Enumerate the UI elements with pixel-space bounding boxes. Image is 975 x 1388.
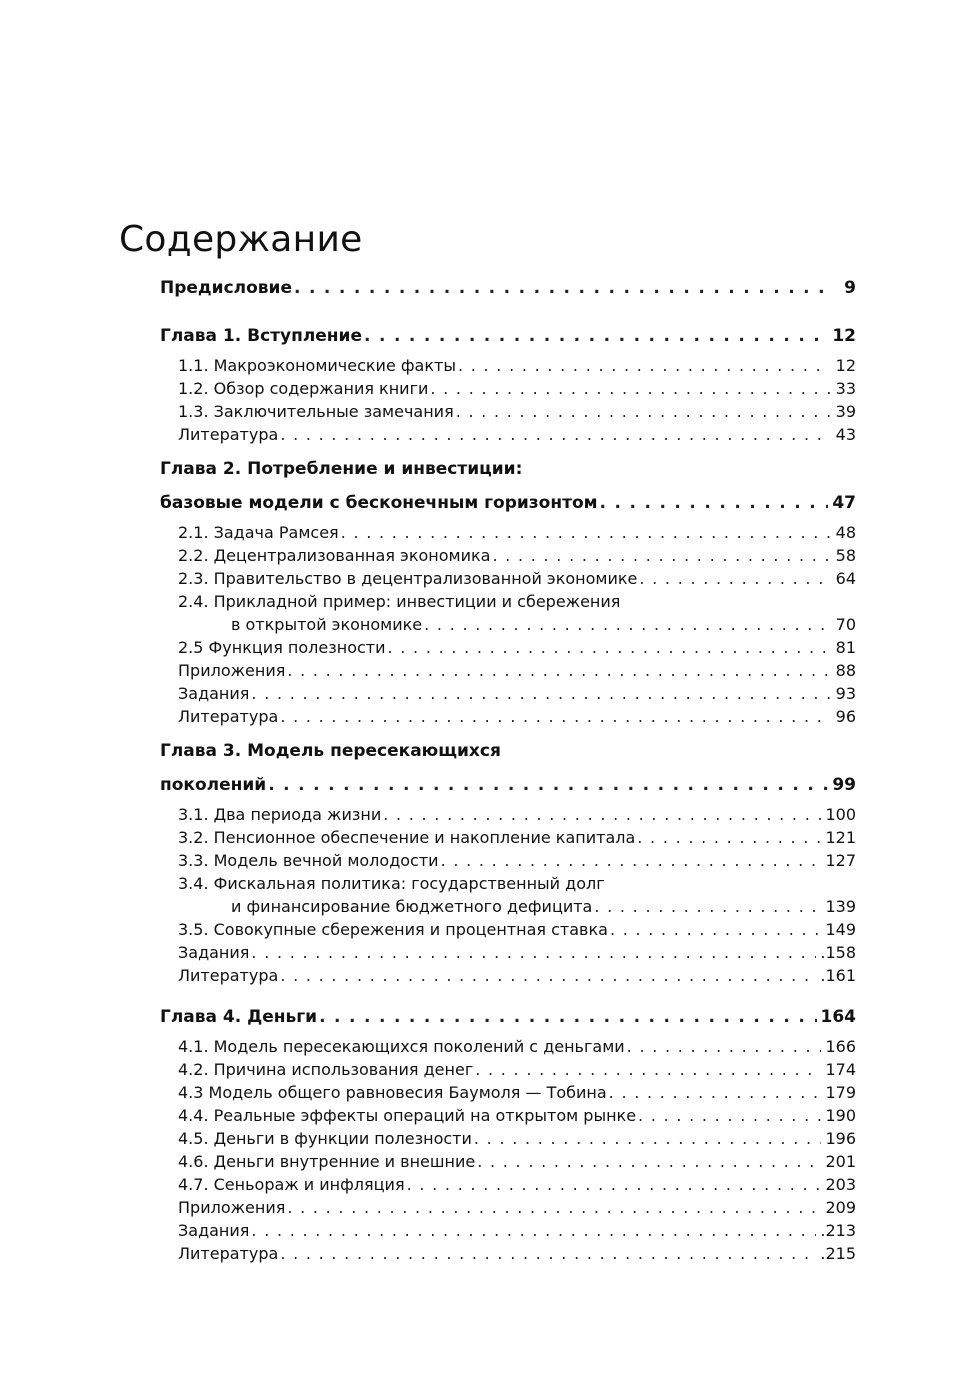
toc-entry[interactable] bbox=[160, 567, 856, 590]
toc-entry[interactable] bbox=[160, 803, 856, 826]
toc-entry[interactable] bbox=[160, 1150, 856, 1173]
toc-entry[interactable] bbox=[160, 354, 856, 377]
toc-entry-page: 190 bbox=[825, 1106, 856, 1125]
dot-leader bbox=[341, 521, 830, 544]
toc-entry-title: в открытой экономике bbox=[231, 615, 423, 634]
toc-entry-page: 12 bbox=[832, 326, 856, 346]
toc-entry-title: 3.5. Совокупные сбережения и процентная ставка bbox=[178, 920, 608, 939]
toc-entry-title: Глава 3. Модель пересекающихся bbox=[160, 736, 503, 767]
toc-entry-page: .213 bbox=[820, 1221, 856, 1240]
dot-leader bbox=[492, 544, 830, 567]
toc-entry-title: 2.2. Децентрализованная экономика bbox=[178, 546, 491, 565]
dot-leader bbox=[477, 1150, 821, 1173]
toc-entry-page: 196 bbox=[825, 1129, 856, 1148]
toc-entry[interactable] bbox=[160, 454, 856, 485]
toc-entry-page: 39 bbox=[835, 402, 856, 421]
toc-entry[interactable] bbox=[160, 270, 856, 306]
toc-entry-page: 149 bbox=[825, 920, 856, 939]
toc-entry-title: поколений bbox=[160, 767, 268, 803]
toc-entry-title: 3.4. Фискальная политика: государственный долг bbox=[178, 874, 605, 893]
toc-entry-title: 4.1. Модель пересекающихся поколений с деньгами bbox=[178, 1037, 625, 1056]
toc-entry[interactable] bbox=[160, 849, 856, 872]
toc-entry-title: 2.1. Задача Рамсея bbox=[178, 523, 339, 542]
dot-leader bbox=[637, 826, 821, 849]
toc-entry-title: 2.3. Правительство в децентрализованной экономике bbox=[178, 569, 638, 588]
toc-entry-page: 93 bbox=[835, 684, 856, 703]
toc-entry[interactable] bbox=[160, 1081, 856, 1104]
toc-entry[interactable] bbox=[160, 1058, 856, 1081]
toc-entry-page: 99 bbox=[832, 775, 856, 795]
toc-entry-title: 3.1. Два периода жизни bbox=[178, 805, 382, 824]
dot-leader bbox=[407, 1173, 822, 1196]
toc-entry[interactable] bbox=[160, 872, 856, 895]
dot-leader bbox=[383, 803, 821, 826]
dot-leader bbox=[424, 613, 830, 636]
toc-entry[interactable] bbox=[160, 705, 856, 728]
toc-entry[interactable] bbox=[160, 1173, 856, 1196]
dot-leader bbox=[639, 567, 830, 590]
toc-entry-page: 127 bbox=[825, 851, 856, 870]
toc-entry-title: Глава 2. Потребление и инвестиции: bbox=[160, 454, 524, 485]
toc-entry-page: 9 bbox=[844, 278, 856, 298]
toc-entry[interactable] bbox=[160, 377, 856, 400]
dot-leader bbox=[294, 270, 830, 306]
dot-leader bbox=[638, 1104, 821, 1127]
toc-entry[interactable] bbox=[160, 400, 856, 423]
toc-entry-title: Предисловие bbox=[160, 270, 294, 306]
toc-entry[interactable] bbox=[160, 1219, 856, 1242]
table-of-contents bbox=[160, 270, 856, 1265]
dot-leader bbox=[287, 659, 830, 682]
dot-leader bbox=[609, 1081, 822, 1104]
dot-leader bbox=[458, 354, 830, 377]
toc-entry-title: 1.1. Макроэкономические факты bbox=[178, 356, 456, 375]
toc-entry-title: 1.3. Заключительные замечания bbox=[178, 402, 454, 421]
dot-leader bbox=[251, 1219, 816, 1242]
toc-entry[interactable] bbox=[160, 767, 856, 803]
toc-entry[interactable] bbox=[160, 1242, 856, 1265]
toc-entry[interactable] bbox=[160, 918, 856, 941]
toc-entry-page: 121 bbox=[825, 828, 856, 847]
dot-leader bbox=[268, 767, 828, 803]
toc-entry-page: 174 bbox=[825, 1060, 856, 1079]
toc-entry-title: Глава 1. Вступление bbox=[160, 318, 364, 354]
toc-entry-title: Литература bbox=[178, 425, 279, 444]
toc-entry-page: 70 bbox=[835, 615, 856, 634]
dot-leader bbox=[430, 377, 830, 400]
toc-entry[interactable] bbox=[160, 682, 856, 705]
toc-entry-page: 58 bbox=[835, 546, 856, 565]
toc-entry[interactable] bbox=[160, 485, 856, 521]
toc-entry-title: Приложения bbox=[178, 661, 286, 680]
toc-entry[interactable] bbox=[160, 736, 856, 767]
toc-entry-title: Задания bbox=[178, 684, 250, 703]
toc-entry[interactable] bbox=[160, 964, 856, 987]
dot-leader bbox=[280, 423, 830, 446]
dot-leader bbox=[251, 941, 816, 964]
toc-entry[interactable] bbox=[160, 423, 856, 446]
toc-entry-title: и финансирование бюджетного дефицита bbox=[231, 897, 593, 916]
dot-leader bbox=[456, 400, 830, 423]
toc-entry-page: 96 bbox=[835, 707, 856, 726]
toc-entry[interactable] bbox=[160, 895, 856, 918]
toc-entry[interactable] bbox=[160, 826, 856, 849]
toc-entry[interactable] bbox=[160, 999, 856, 1035]
toc-entry-title: Задания bbox=[178, 943, 250, 962]
toc-entry-page: .215 bbox=[820, 1244, 856, 1263]
toc-entry-title: 4.6. Деньги внутренние и внешние bbox=[178, 1152, 476, 1171]
toc-entry[interactable] bbox=[160, 1196, 856, 1219]
dot-leader bbox=[627, 1035, 822, 1058]
toc-entry[interactable] bbox=[160, 590, 856, 613]
toc-entry[interactable] bbox=[160, 1104, 856, 1127]
toc-entry[interactable] bbox=[160, 659, 856, 682]
toc-entry-title: 4.3 Модель общего равновесия Баумоля — Тобина bbox=[178, 1083, 607, 1102]
dot-leader bbox=[474, 1127, 822, 1150]
toc-entry[interactable] bbox=[160, 941, 856, 964]
toc-entry-page: 48 bbox=[835, 523, 856, 542]
toc-entry-page: 166 bbox=[825, 1037, 856, 1056]
toc-entry-page: 33 bbox=[835, 379, 856, 398]
toc-entry-title: 2.4. Прикладной пример: инвестиции и сбережения bbox=[178, 592, 621, 611]
toc-entry-title: 2.5 Функция полезности bbox=[178, 638, 386, 657]
toc-entry[interactable] bbox=[160, 1127, 856, 1150]
toc-entry-page: 47 bbox=[832, 493, 856, 513]
toc-entry-page: .161 bbox=[820, 966, 856, 985]
toc-entry-title: 4.4. Реальные эффекты операций на открытом рынке bbox=[178, 1106, 637, 1125]
toc-entry-title: 3.3. Модель вечной молодости bbox=[178, 851, 439, 870]
toc-entry-page: 209 bbox=[825, 1198, 856, 1217]
toc-entry[interactable] bbox=[160, 1035, 856, 1058]
toc-entry-title: Приложения bbox=[178, 1198, 286, 1217]
dot-leader bbox=[600, 485, 829, 521]
toc-entry-title: Задания bbox=[178, 1221, 250, 1240]
toc-entry-page: 139 bbox=[825, 897, 856, 916]
toc-entry-page: 203 bbox=[825, 1175, 856, 1194]
dot-leader bbox=[280, 705, 830, 728]
toc-entry-page: 201 bbox=[825, 1152, 856, 1171]
toc-entry-page: 81 bbox=[835, 638, 856, 657]
toc-entry-page: 88 bbox=[835, 661, 856, 680]
toc-entry[interactable] bbox=[160, 636, 856, 659]
dot-leader bbox=[594, 895, 821, 918]
toc-entry-page: 179 bbox=[825, 1083, 856, 1102]
toc-entry-title: Литература bbox=[178, 966, 279, 985]
dot-leader bbox=[610, 918, 822, 941]
toc-entry-page: 43 bbox=[835, 425, 856, 444]
dot-leader bbox=[251, 682, 830, 705]
toc-entry-title: 4.7. Сеньораж и инфляция bbox=[178, 1175, 405, 1194]
toc-entry[interactable] bbox=[160, 544, 856, 567]
toc-entry[interactable] bbox=[160, 318, 856, 354]
toc-entry[interactable] bbox=[160, 613, 856, 636]
dot-leader bbox=[280, 964, 816, 987]
toc-entry-title: 4.5. Деньги в функции полезности bbox=[178, 1129, 472, 1148]
toc-entry-page: 100 bbox=[825, 805, 856, 824]
toc-entry-title: Литература bbox=[178, 1244, 279, 1263]
toc-entry-title: Глава 4. Деньги bbox=[160, 999, 319, 1035]
dot-leader bbox=[388, 636, 831, 659]
toc-entry-title: 4.2. Причина использования денег bbox=[178, 1060, 474, 1079]
toc-entry-title: 1.2. Обзор содержания книги bbox=[178, 379, 429, 398]
toc-entry-title: Литература bbox=[178, 707, 279, 726]
dot-leader bbox=[364, 318, 828, 354]
toc-entry-page: 64 bbox=[835, 569, 856, 588]
toc-entry-title: базовые модели с бесконечным горизонтом bbox=[160, 485, 600, 521]
dot-leader bbox=[441, 849, 822, 872]
dot-leader bbox=[287, 1196, 821, 1219]
dot-leader bbox=[319, 999, 816, 1035]
dot-leader bbox=[280, 1242, 816, 1265]
page-title: Содержание bbox=[119, 219, 363, 260]
toc-entry-page: 164 bbox=[820, 1007, 856, 1027]
toc-entry-title: 3.2. Пенсионное обеспечение и накопление капитала bbox=[178, 828, 636, 847]
toc-entry[interactable] bbox=[160, 521, 856, 544]
toc-entry-page: 12 bbox=[835, 356, 856, 375]
toc-entry-page: .158 bbox=[820, 943, 856, 962]
dot-leader bbox=[475, 1058, 821, 1081]
